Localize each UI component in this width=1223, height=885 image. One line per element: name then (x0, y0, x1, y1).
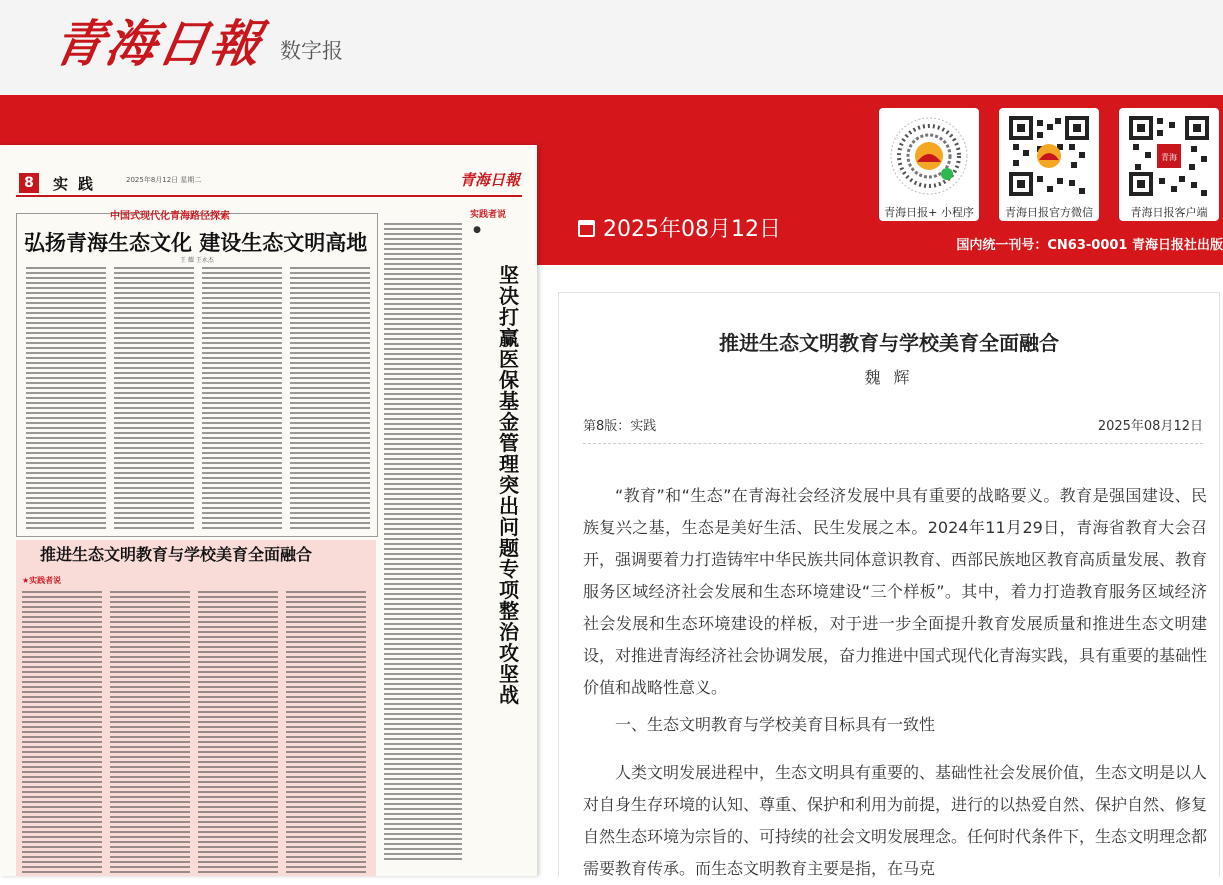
page-banner: 中国式现代化青海路径探索 (110, 211, 230, 222)
svg-text:青海: 青海 (1161, 153, 1177, 162)
text-column (286, 591, 366, 876)
text-column (114, 267, 194, 529)
calendar-icon (578, 220, 595, 237)
article-meta (583, 415, 1203, 434)
newspaper-page-image[interactable] (0, 145, 537, 876)
article-paragraph: 人类文明发展进程中，生态文明具有重要的、基础性社会发展价值，生态文明是以人对自身生存环境的认知、尊重、保护和利用为前提，进行的以热爱自然、保护自然、修复自然生态环境为宗旨的、可持续的社会文明发展理念。任何时代条件下，生态文明理念都需要教育传承。而生态文明教育主要是指，在马克 (583, 763, 1208, 878)
divider (583, 443, 1203, 444)
article-date: 2025年08月12日 (1097, 419, 1203, 434)
article-title: 推进生态文明教育与学校美育全面融合 (719, 331, 1059, 355)
text-column (384, 223, 462, 863)
page-headline-bottom[interactable]: 推进生态文明教育与学校美育全面融合 (40, 545, 313, 564)
text-column (290, 267, 370, 529)
page-headline-top[interactable]: 弘扬青海生态文化 建设生态文明高地 (24, 230, 368, 255)
issue-date[interactable] (578, 212, 781, 243)
page-vertical-headline[interactable]: 坚决打赢医保基金管理突出问题专项整治攻坚战 (499, 263, 519, 707)
site-logo[interactable]: 青海日報 (49, 14, 268, 73)
text-column (202, 267, 282, 529)
page-name: 实践 (53, 175, 104, 193)
issue-date-text: 2025年08月12日 (603, 217, 781, 242)
qr-app-caption: 青海日报客户端 (1130, 206, 1208, 219)
page-masthead: 青海日報 (459, 171, 520, 189)
page-byline-top: 王 耀 王永杰 (180, 257, 214, 264)
site-logo-subtitle: 数字报 (280, 39, 343, 63)
qr-miniprogram-caption: 青海日报+ 小程序 (884, 206, 974, 219)
qr-wechat-icon (1009, 116, 1089, 196)
text-column (22, 591, 102, 876)
site-header (0, 0, 1223, 95)
page-number: 8 (19, 173, 39, 193)
page-banner-right: 实践者说 (470, 210, 507, 220)
article-section-heading: 一、生态文明教育与学校美育目标具有一致性 (615, 715, 936, 734)
qr-wechat-caption: 青海日报官方微信 (1005, 206, 1093, 219)
qr-card-wechat[interactable] (999, 108, 1099, 221)
qr-card-miniprogram[interactable] (879, 108, 979, 221)
page-header (16, 169, 522, 197)
page-meta: 2025年8月12日 星期二 (126, 176, 202, 184)
qr-miniprogram-icon (889, 116, 969, 196)
article-paragraph: “教育”和“生态”在青海社会经济发展中具有重要的战略要义。教育是强国建设、民族复兴之基，生态是美好生活、民生发展之本。2024年11月29日，青海省教育大会召开，强调要着力打造铸牢中华民族共同体意识教育、西部民族地区教育高质量发展、教育服务区域经济社会发展和生态环境建设“三个样板”。其中，着力打造教育服务区域经济社会发展和生态环境建设的样板，对于进一步全面提升教育发展质量和推进生态文明建设，对推进青海经济社会协调发展，奋力推进中国式现代化青海实践，具有重要的基础性价值和战略性意义。 (583, 486, 1208, 697)
issn-text: 国内统一刊号：CN63-0001 青海日报社出版 (956, 238, 1223, 253)
page-tag-bottom: ★实践者说 (22, 576, 62, 585)
article-section: 第8版：实践 (583, 419, 657, 434)
text-column (26, 267, 106, 529)
qr-card-app[interactable] (1119, 108, 1219, 221)
text-column (198, 591, 278, 876)
vertical-subtitle: ● (473, 225, 481, 235)
qr-app-icon (1129, 116, 1209, 196)
text-column (110, 591, 190, 876)
article-author: 魏 辉 (864, 368, 914, 387)
article-panel (558, 292, 1220, 877)
